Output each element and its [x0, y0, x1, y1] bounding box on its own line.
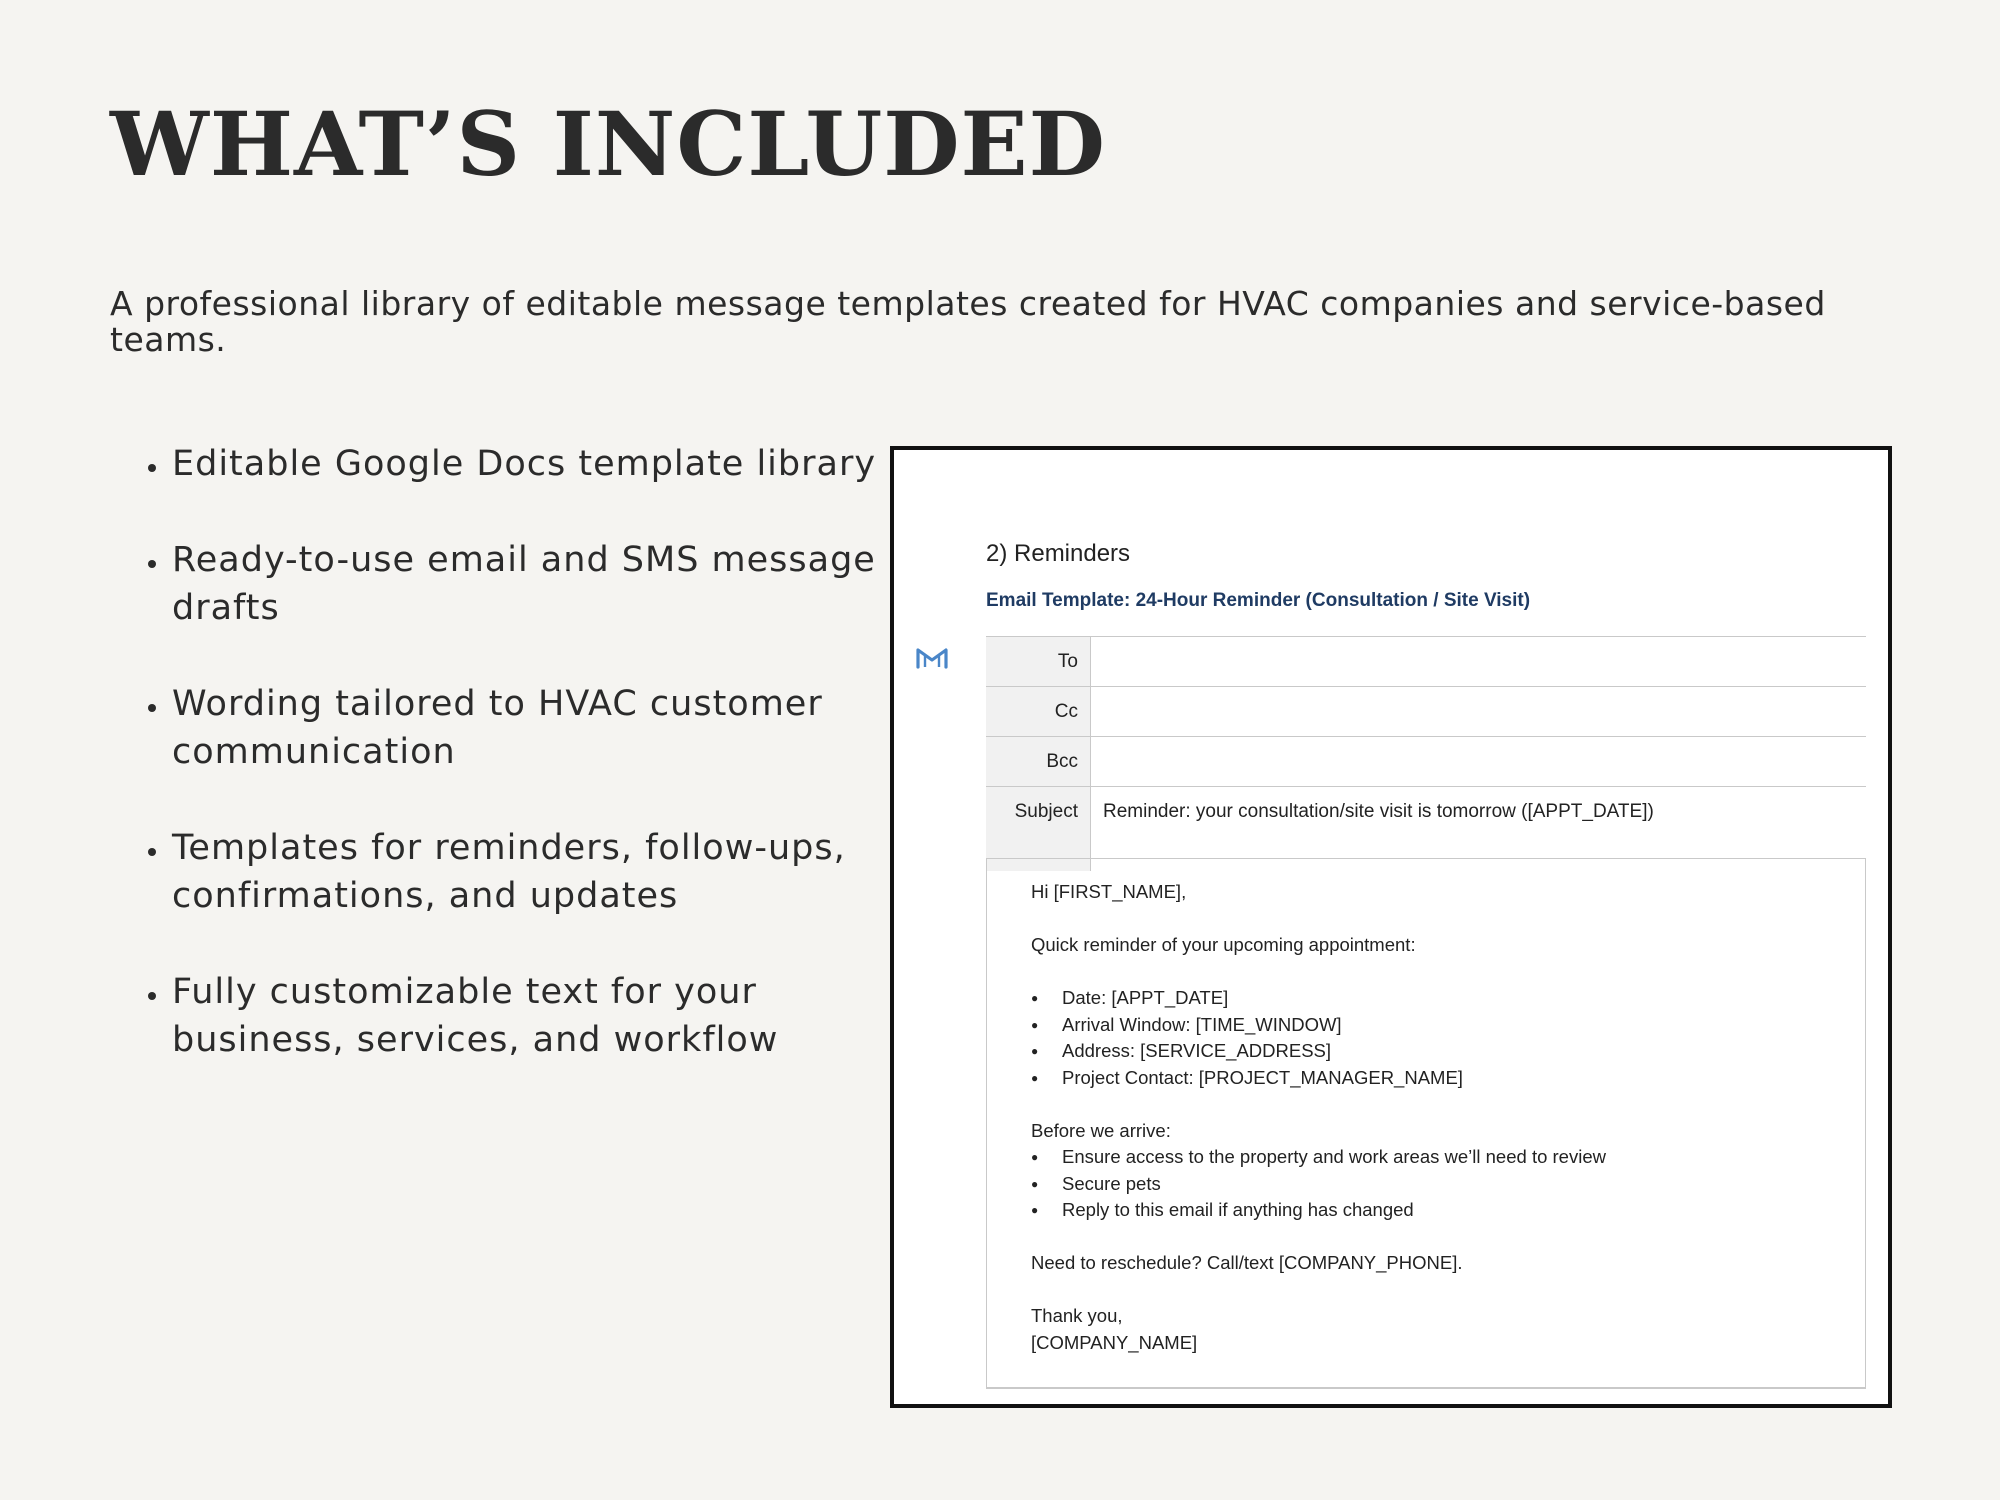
detail-item: ● Date: [APPT_DATE] — [1062, 985, 1821, 1012]
signoff: Thank you, — [1031, 1305, 1123, 1326]
subject-field[interactable]: Reminder: your consultation/site visit is tomorrow ([APPT_DATE]) — [1091, 787, 1867, 872]
feature-item: • Templates for reminders, follow-ups, confirmations, and updates — [170, 824, 910, 920]
feature-item: • Editable Google Docs template library — [170, 440, 910, 488]
page-subtitle: A professional library of editable message templates created for HVAC companies and service-based teams. — [110, 284, 1826, 359]
prep-item: ● Ensure access to the property and work areas we’ll need to review — [1062, 1144, 1821, 1171]
prep-item: ● Secure pets — [1062, 1171, 1821, 1198]
feature-list — [130, 440, 910, 1112]
template-preview — [890, 446, 1892, 1408]
to-label: To — [986, 637, 1091, 687]
bcc-label: Bcc — [986, 737, 1091, 787]
signature: [COMPANY_NAME] — [1031, 1331, 1198, 1353]
email-fields-table — [986, 636, 1866, 871]
page-title: WHAT’S INCLUDED — [110, 92, 1106, 196]
feature-item: • Wording tailored to HVAC customer communication — [170, 680, 910, 776]
cc-row — [986, 687, 1866, 737]
to-field[interactable] — [1091, 637, 1867, 687]
prep-list — [1031, 1144, 1821, 1224]
feature-item: • Ready-to-use email and SMS message drafts — [170, 536, 910, 632]
section-heading: 2) Reminders — [986, 540, 1131, 567]
cc-field[interactable] — [1091, 687, 1867, 737]
feature-item: • Fully customizable text for your business, services, and workflow — [170, 968, 910, 1064]
intro-text: Quick reminder of your upcoming appointment: — [1031, 934, 1416, 955]
prep-heading: Before we arrive: — [1031, 1119, 1171, 1141]
template-title: Email Template: 24-Hour Reminder (Consultation / Site Visit) — [986, 590, 1531, 611]
bcc-field[interactable] — [1091, 737, 1867, 787]
cc-label: Cc — [986, 687, 1091, 737]
prep-item: ● Reply to this email if anything has changed — [1062, 1197, 1821, 1224]
detail-item: ● Address: [SERVICE_ADDRESS] — [1062, 1038, 1821, 1065]
detail-item: ● Project Contact: [PROJECT_MANAGER_NAME] — [1062, 1065, 1821, 1092]
divider — [986, 1388, 1866, 1389]
reschedule-text: Need to reschedule? Call/text [COMPANY_PHONE]. — [1031, 1252, 1463, 1273]
detail-item: ● Arrival Window: [TIME_WINDOW] — [1062, 1012, 1821, 1039]
appointment-details — [1031, 985, 1821, 1091]
bcc-row — [986, 737, 1866, 787]
gmail-icon — [916, 646, 948, 670]
email-body[interactable] — [986, 858, 1866, 1388]
greeting: Hi [FIRST_NAME], — [1031, 881, 1187, 902]
to-row — [986, 637, 1866, 687]
subject-label: Subject — [986, 787, 1091, 872]
